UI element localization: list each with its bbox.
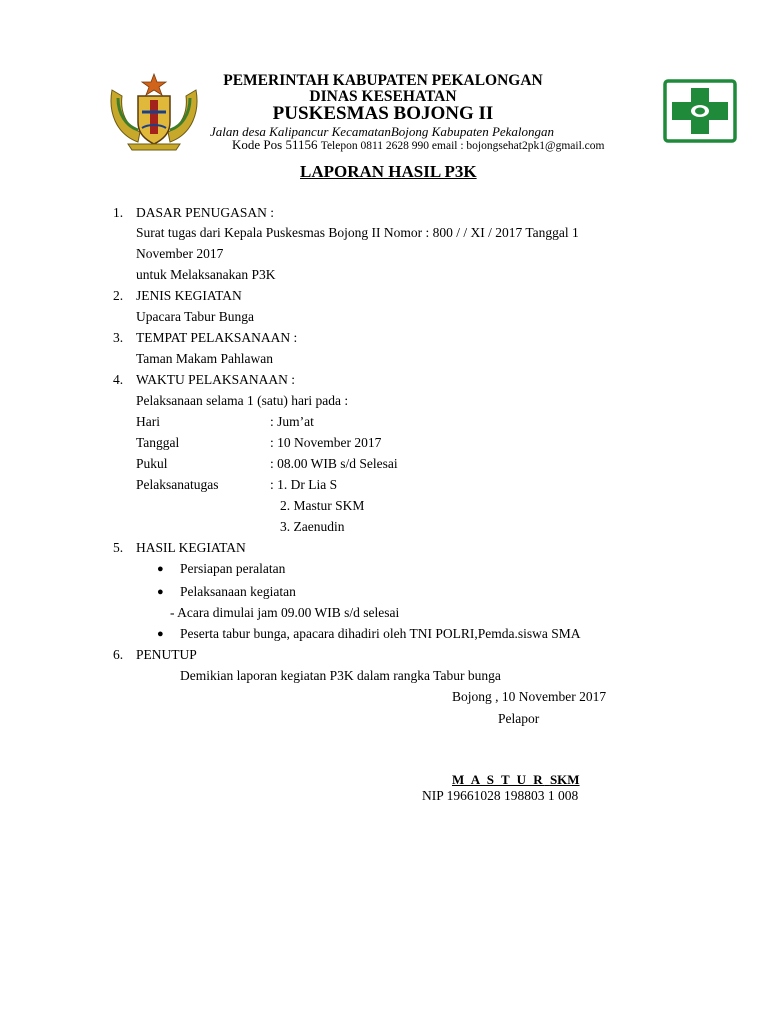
signature-role: Pelapor: [498, 711, 540, 726]
section4-number: 4.: [113, 372, 124, 387]
result-sub-item: - Acara dimulai jam 09.00 WIB s/d selesai: [170, 605, 400, 620]
signature-nip: NIP 19661028 198803 1 008: [422, 788, 579, 803]
result-item-3: Peserta tabur bunga, apacara dihadiri oleh TNI POLRI,Pemda.siswa SMA: [180, 626, 581, 641]
bullet-3: ●: [157, 628, 164, 640]
section2-heading: JENIS KEGIATAN: [136, 288, 242, 303]
result-item-1: Persiapan peralatan: [180, 561, 286, 576]
header-government: PEMERINTAH KABUPATEN PEKALONGAN: [223, 72, 543, 89]
section6-text: Demikian laporan kegiatan P3K dalam rangka Tabur bunga: [180, 668, 501, 683]
row-label-hari: Hari: [136, 414, 160, 429]
row-label-pukul: Pukul: [136, 456, 168, 471]
section3-text: Taman Makam Pahlawan: [136, 351, 274, 366]
petugas-3: 3. Zaenudin: [280, 519, 345, 534]
section1-heading: DASAR PENUGASAN :: [136, 205, 275, 220]
row-label-pelaksana: Pelaksanatugas: [136, 477, 219, 492]
section1-line1: Surat tugas dari Kepala Puskesmas Bojong II Nomor : 800 / / XI / 2017 Tanggal 1: [136, 225, 579, 240]
contact-info: Telepon 0811 2628 990 email : bojongsehat2pk1@gmail.com: [320, 140, 605, 152]
header-puskesmas: PUSKESMAS BOJONG II: [272, 103, 494, 124]
section5-number: 5.: [113, 540, 124, 555]
page-title: LAPORAN HASIL P3K: [300, 162, 477, 181]
row-label-tanggal: Tanggal: [136, 435, 180, 450]
section2-text: Upacara Tabur Bunga: [136, 309, 255, 324]
row-value-hari: : Jum’at: [270, 414, 314, 429]
section4-intro: Pelaksanaan selama 1 (satu) hari pada :: [136, 393, 349, 408]
kode-pos: Kode Pos 51156: [232, 137, 318, 152]
bullet-1: ●: [157, 563, 164, 575]
petugas-2: 2. Mastur SKM: [280, 498, 365, 513]
section1-number: 1.: [113, 205, 124, 220]
result-item-2: Pelaksanaan kegiatan: [180, 584, 296, 599]
header-contact: [232, 137, 604, 153]
address-text: Jalan desa Kalipancur KecamatanBojong Kabupaten Pekalongan: [209, 124, 555, 139]
section6-number: 6.: [113, 647, 124, 662]
section5-heading: HASIL KEGIATAN: [136, 540, 246, 555]
signature-name: [452, 772, 580, 788]
section3-number: 3.: [113, 330, 124, 345]
section1-line2: November 2017: [136, 246, 224, 261]
row-value-tanggal: : 10 November 2017: [270, 435, 382, 450]
section3-heading: TEMPAT PELAKSANAAN :: [136, 330, 298, 345]
section2-number: 2.: [113, 288, 124, 303]
row-value-pukul: : 08.00 WIB s/d Selesai: [270, 456, 398, 471]
bullet-2: ●: [157, 586, 164, 598]
signature-name-suffix: SKM: [549, 772, 580, 787]
section4-heading: WAKTU PELAKSANAAN :: [136, 372, 295, 387]
signature-place-date: Bojong , 10 November 2017: [452, 689, 607, 704]
section1-line3: untuk Melaksanakan P3K: [136, 267, 276, 282]
row-value-pelaksana: : 1. Dr Lia S: [270, 477, 338, 492]
signature-name-spaced: M A S T U R: [452, 772, 545, 787]
section6-heading: PENUTUP: [136, 647, 197, 662]
header-department: DINAS KESEHATAN: [309, 88, 457, 105]
